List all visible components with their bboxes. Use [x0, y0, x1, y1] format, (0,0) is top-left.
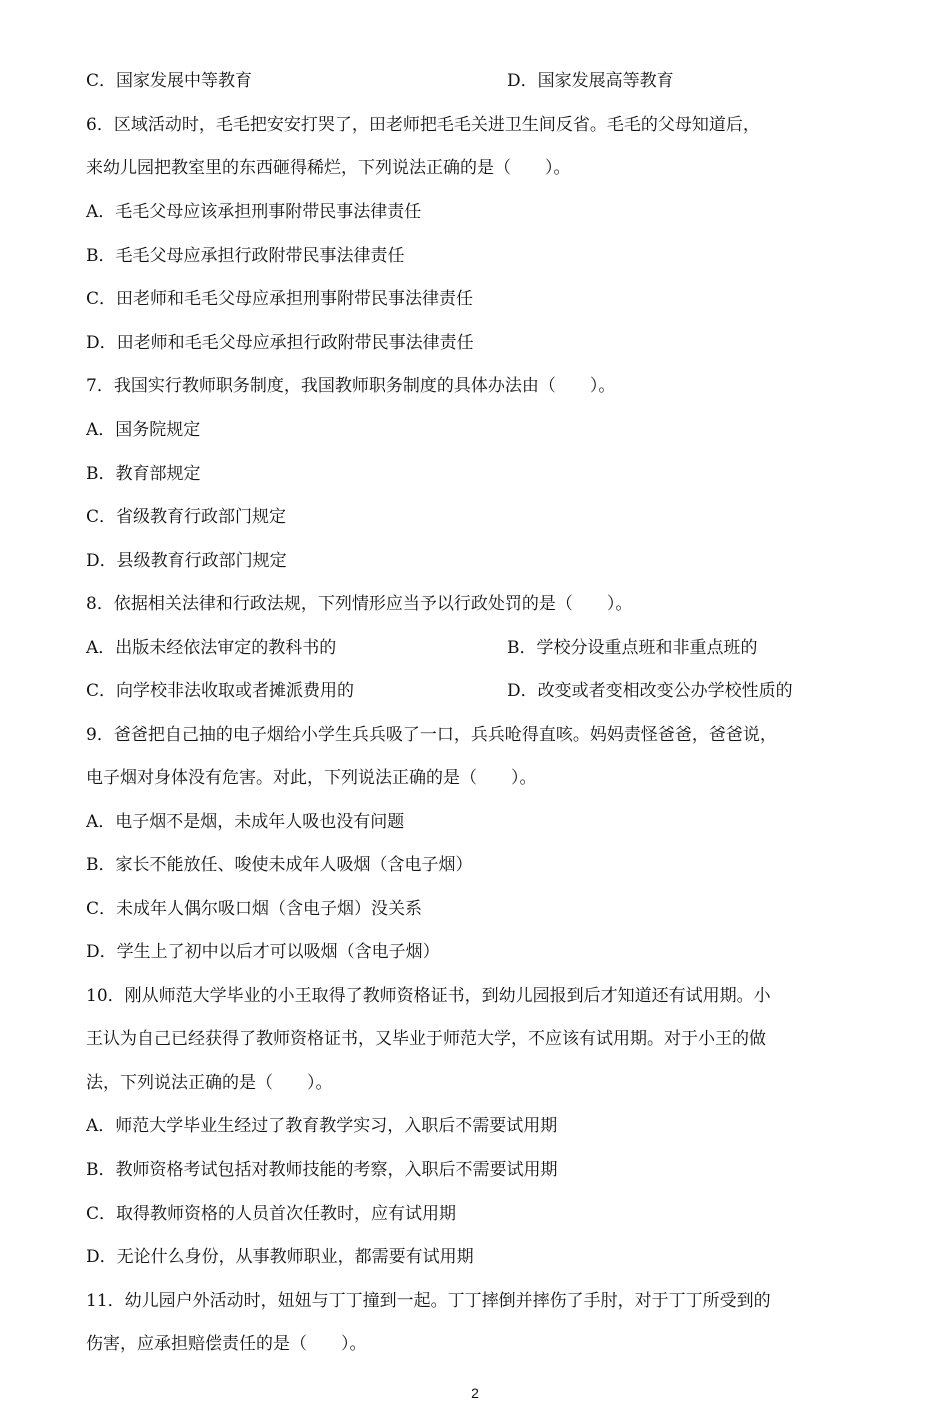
q11-stem-line2: 伤害，应承担赔偿责任的是（ ）。	[86, 1334, 367, 1354]
q7-option-d: D．县级教育行政部门规定	[86, 551, 287, 571]
q5-option-c: C．国家发展中等教育	[86, 71, 253, 91]
q9-option-a: A．电子烟不是烟，未成年人吸也没有问题	[86, 812, 405, 832]
q6-stem-line1: 6．区域活动时，毛毛把安安打哭了，田老师把毛毛关进卫生间反省。毛毛的父母知道后，	[86, 115, 760, 135]
q9-option-b: B．家长不能放任、唆使未成年人吸烟（含电子烟）	[86, 855, 473, 875]
q10-option-b: B．教师资格考试包括对教师技能的考察，入职后不需要试用期	[86, 1160, 558, 1180]
q7-option-a: A．国务院规定	[86, 420, 201, 440]
q10-stem-line2: 王认为自己已经获得了教师资格证书，又毕业于师范大学，不应该有试用期。对于小王的做	[86, 1029, 766, 1049]
q6-option-a: A．毛毛父母应该承担刑事附带民事法律责任	[86, 202, 422, 222]
q10-option-a: A．师范大学毕业生经过了教育教学实习，入职后不需要试用期	[86, 1116, 558, 1136]
q8-option-b: B．学校分设重点班和非重点班的	[507, 638, 758, 658]
q10-stem-line3: 法，下列说法正确的是（ ）。	[86, 1073, 333, 1093]
q9-option-d: D．学生上了初中以后才可以吸烟（含电子烟）	[86, 942, 440, 962]
q6-stem-line2: 来幼儿园把教室里的东西砸得稀烂，下列说法正确的是（ ）。	[86, 158, 571, 178]
q9-stem-line2: 电子烟对身体没有危害。对此，下列说法正确的是（ ）。	[86, 768, 537, 788]
q5-option-d: D．国家发展高等教育	[507, 71, 674, 91]
q6-option-c: C．田老师和毛毛父母应承担刑事附带民事法律责任	[86, 289, 474, 309]
q9-stem-line1: 9．爸爸把自己抽的电子烟给小学生兵兵吸了一口，兵兵呛得直咳。妈妈责怪爸爸，爸爸说，	[86, 725, 777, 745]
q10-option-d: D．无论什么身份，从事教师职业，都需要有试用期	[86, 1247, 474, 1267]
q11-stem-line1: 11．幼儿园户外活动时，妞妞与丁丁撞到一起。丁丁摔倒并摔伤了手肘，对于丁丁所受到的	[86, 1291, 771, 1311]
q6-option-d: D．田老师和毛毛父母应承担行政附带民事法律责任	[86, 333, 474, 353]
page-number: 2	[471, 1385, 479, 1401]
q8-option-c: C．向学校非法收取或者摊派费用的	[86, 681, 355, 701]
q9-option-c: C．未成年人偶尔吸口烟（含电子烟）没关系	[86, 899, 423, 919]
q8-option-a: A．出版未经依法审定的教科书的	[86, 638, 337, 658]
q7-option-c: C．省级教育行政部门规定	[86, 507, 287, 527]
q7-stem-line1: 7．我国实行教师职务制度，我国教师职务制度的具体办法由（ ）。	[86, 376, 616, 396]
q6-option-b: B．毛毛父母应承担行政附带民事法律责任	[86, 246, 405, 266]
q10-stem-line1: 10．刚从师范大学毕业的小王取得了教师资格证书，到幼儿园报到后才知道还有试用期。小	[86, 986, 771, 1006]
q7-option-b: B．教育部规定	[86, 464, 201, 484]
q8-option-d: D．改变或者变相改变公办学校性质的	[507, 681, 793, 701]
q8-stem-line1: 8．依据相关法律和行政法规，下列情形应当予以行政处罚的是（ ）。	[86, 594, 633, 614]
q10-option-c: C．取得教师资格的人员首次任教时，应有试用期	[86, 1204, 457, 1224]
